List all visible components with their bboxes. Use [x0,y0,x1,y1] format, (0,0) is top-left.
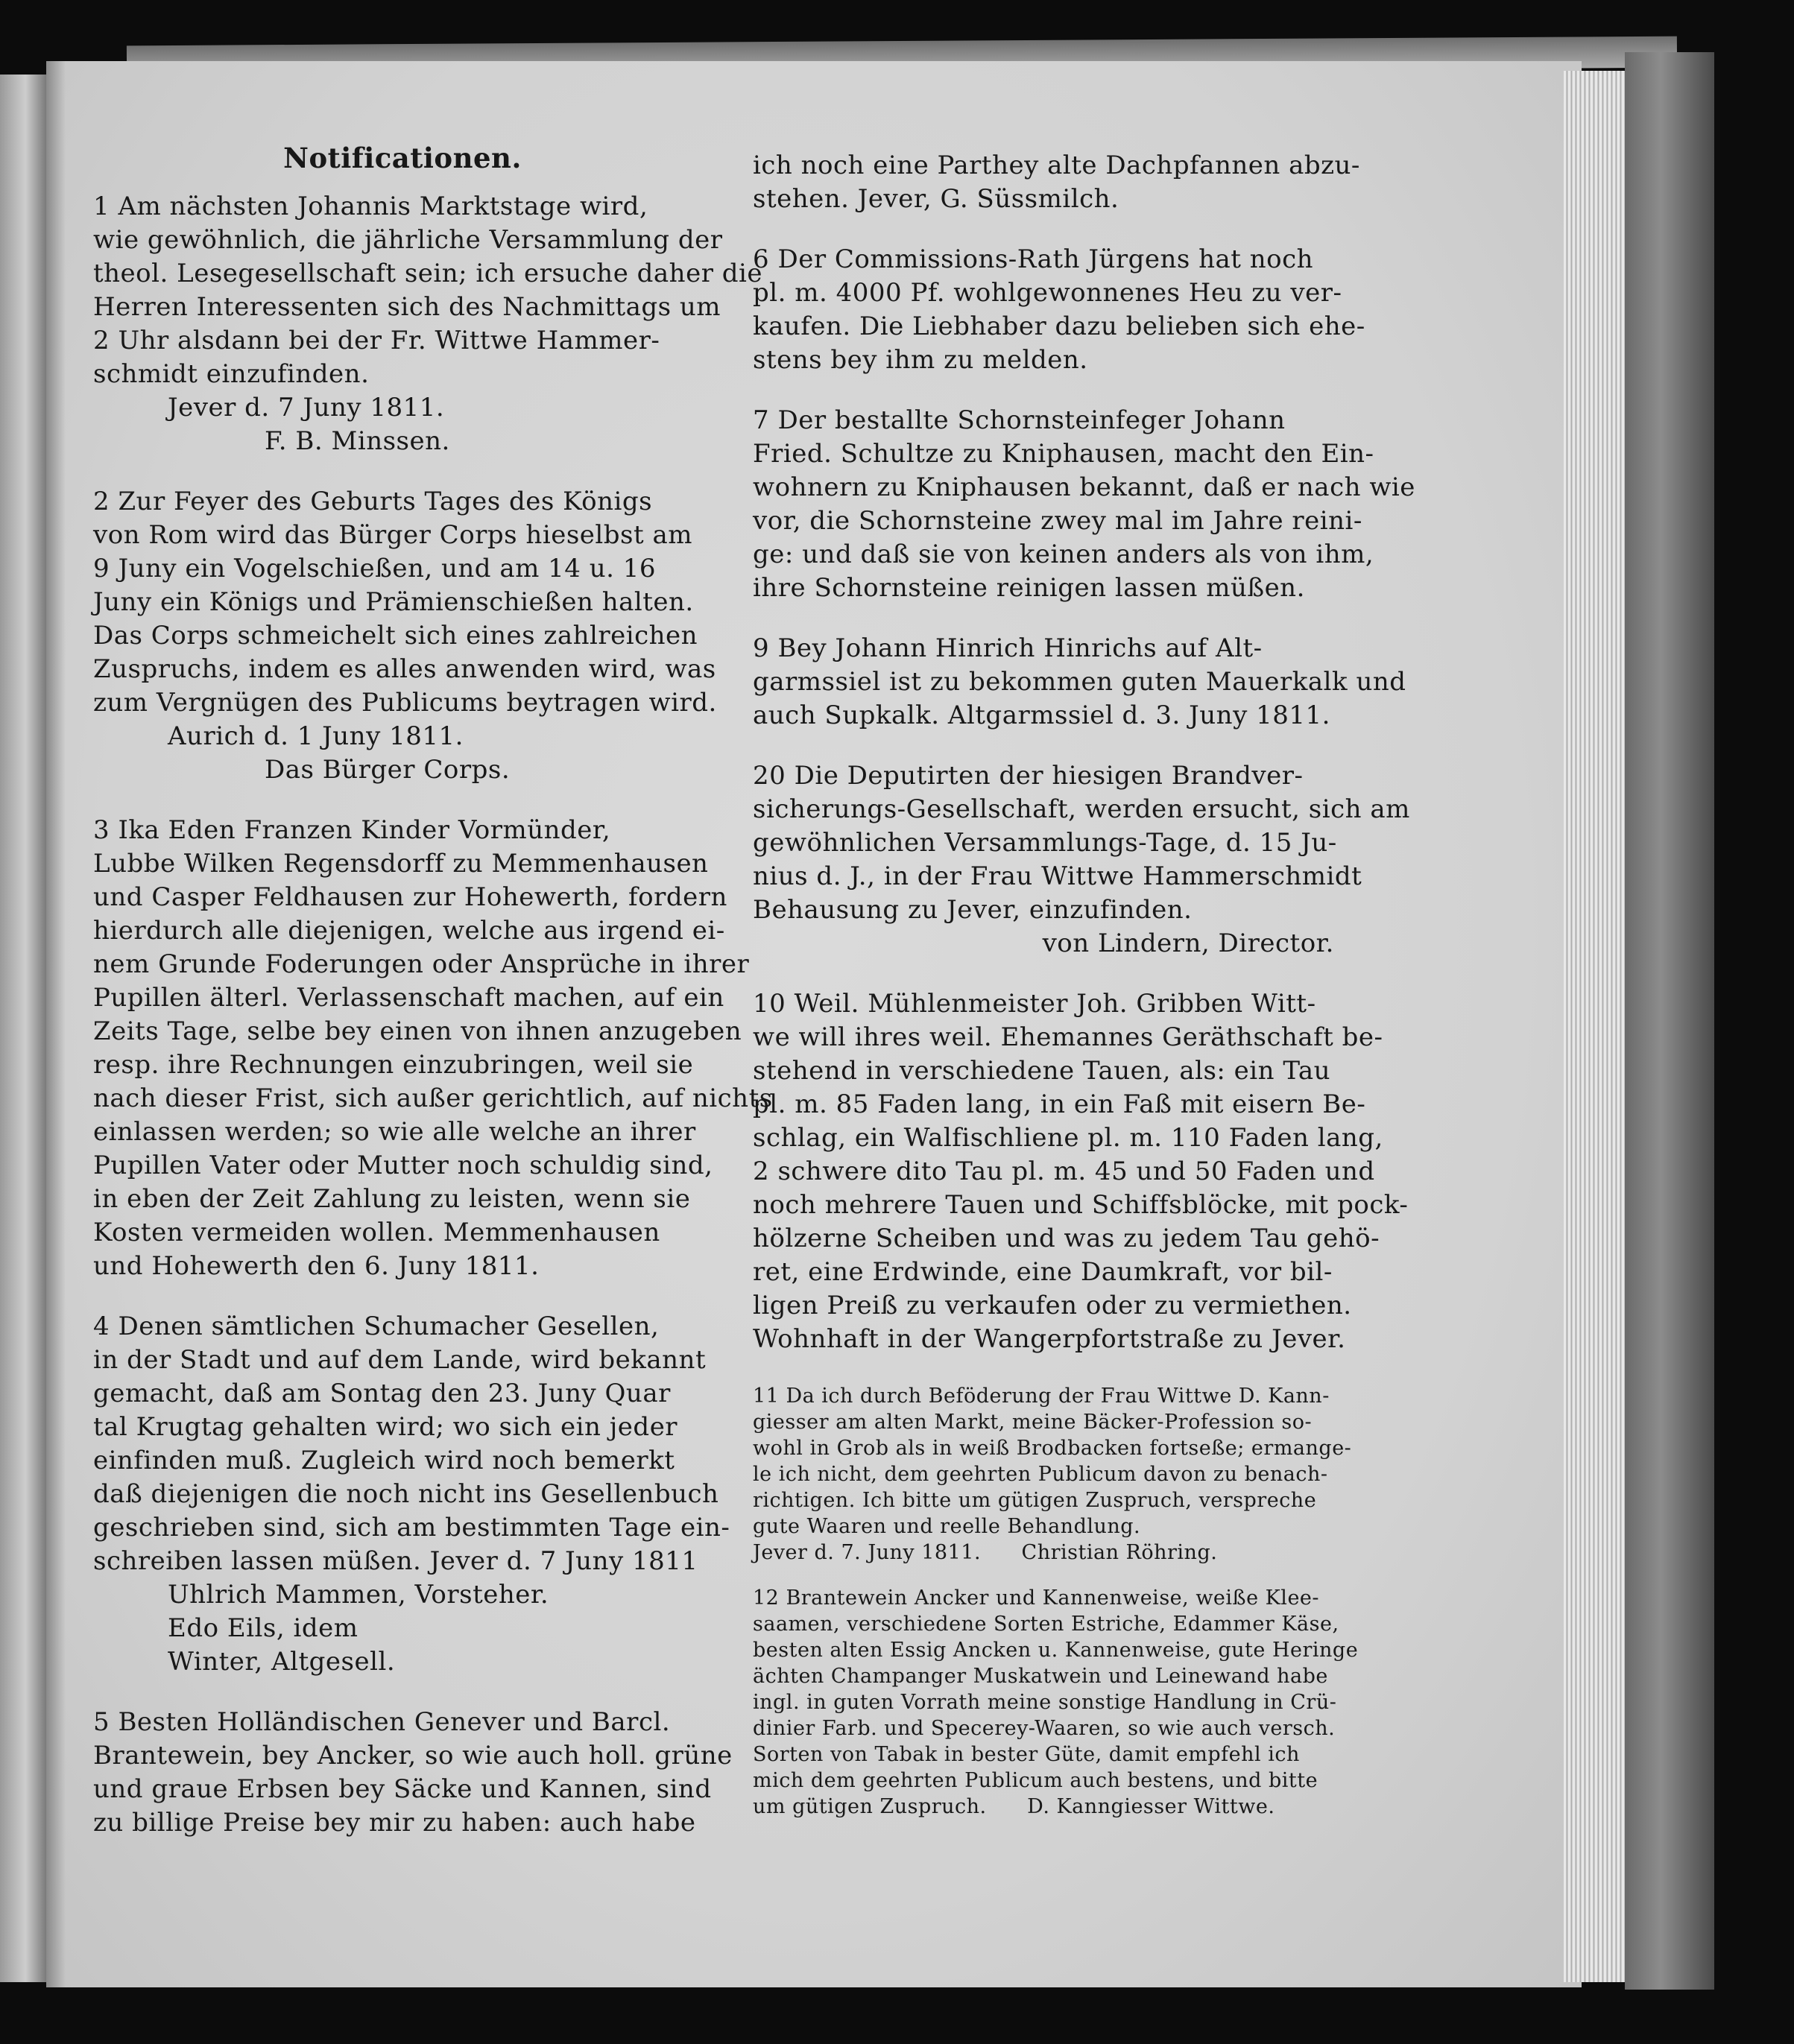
notice-line: nem Grunde Foderungen oder Ansprüche in ihrer [93,949,750,979]
notice-line: dinier Farb. und Specerey-Waaren, so wie auch versch. [753,1717,1336,1740]
notice-12 [753,1585,1371,1820]
notice-line: kaufen. Die Liebhaber dazu belieben sich ehe- [753,311,1365,341]
notice-2 [93,485,717,787]
notice-line: gute Waaren und reelle Behandlung. [753,1515,1141,1538]
notice-line: tal Krugtag gehalten wird; wo sich ein jeder [93,1412,678,1442]
notice-line: und Casper Feldhausen zur Hohewerth, fordern [93,882,727,912]
notice-4 [93,1310,730,1679]
notice-line: Zeits Tage, selbe bey einen von ihnen anzugeben [93,1016,742,1046]
notice-line: Fried. Schultze zu Kniphausen, macht den Ein- [753,439,1374,469]
notice-line: resp. ihre Rechnungen einzubringen, weil sie [93,1050,694,1080]
notice-line: Zuspruchs, indem es alles anwenden wird, was [93,654,716,684]
notice-line: ge: und daß sie von keinen anders als von ihm, [753,540,1374,569]
notice-signature: Uhlrich Mammen, Vorsteher. [168,1580,549,1610]
notice-line: auch Supkalk. Altgarmssiel d. 3. Juny 1811. [753,700,1330,730]
notice-line: nius d. J., in der Frau Wittwe Hammerschmidt [753,861,1362,891]
notice-line: 7 Der bestallte Schornsteinfeger Johann [753,405,1286,435]
notice-line: 11 Da ich durch Beföderung der Frau Wittwe D. Kann- [753,1385,1330,1408]
notice-line: wie gewöhnlich, die jährliche Versammlung der [93,225,723,255]
notice-line: in der Stadt und auf dem Lande, wird bekannt [93,1345,707,1375]
right-column [753,149,1415,1839]
notice-1 [93,190,763,458]
notice-5 [93,1706,733,1840]
page-heading: Notificationen. [283,142,522,174]
notice-line: 6 Der Commissions-Rath Jürgens hat noch [753,244,1314,274]
notice-line: schlag, ein Walfischliene pl. m. 110 Faden lang, [753,1123,1383,1153]
notice-line: le ich nicht, dem geehrten Publicum davon zu benach- [753,1463,1328,1486]
notice-line: Pupillen Vater oder Mutter noch schuldig sind, [93,1151,713,1180]
left-column [93,125,773,1867]
notice-line: 2 Zur Feyer des Geburts Tages des Königs [93,487,653,516]
notice-line: von Rom wird das Bürger Corps hieselbst am [93,520,692,550]
notice-line: einlassen werden; so wie alle welche an ihrer [93,1117,696,1147]
notice-line: 9 Bey Johann Hinrich Hinrichs auf Alt- [753,633,1263,663]
notice-9 [753,632,1406,733]
notice-line: gewöhnlichen Versammlungs-Tage, d. 15 Ju- [753,828,1337,858]
notice-line: Kosten vermeiden wollen. Memmenhausen [93,1218,660,1247]
notice-line: Lubbe Wilken Regensdorff zu Memmenhausen [93,849,709,879]
notice-line: 2 Uhr alsdann bei der Fr. Wittwe Hammer- [93,326,660,355]
notice-line: theol. Lesegesellschaft sein; ich ersuche daher die [93,259,763,288]
notice-line: wohnern zu Kniphausen bekannt, daß er nach wie [753,472,1415,502]
notice-10 [753,987,1409,1356]
notice-signature: von Lindern, Director. [1042,928,1334,958]
notice-line: um gütigen Zuspruch. D. Kanngiesser Wittwe. [753,1795,1275,1818]
notice-line: Behausung zu Jever, einzufinden. [753,895,1193,925]
notice-line: 2 schwere dito Tau pl. m. 45 und 50 Faden und [753,1157,1375,1186]
notice-11 [753,1383,1371,1566]
notice-line: 5 Besten Holländischen Genever und Barcl. [93,1707,671,1737]
notice-20 [753,759,1410,961]
notice-line: schmidt einzufinden. [93,359,370,389]
notice-line: gemacht, daß am Sontag den 23. Juny Quar [93,1379,671,1408]
notice-line: 1 Am nächsten Johannis Marktstage wird, [93,192,648,221]
notice-line: we will ihres weil. Ehemannes Geräthschaft be- [753,1022,1383,1052]
notice-line: 4 Denen sämtlichen Schumacher Gesellen, [93,1311,660,1341]
notice-signature: Jever d. 7. Juny 1811. Christian Röhring. [753,1541,1218,1564]
notice-line: und Hohewerth den 6. Juny 1811. [93,1251,540,1281]
notice-line: schreiben lassen müßen. Jever d. 7 Juny 1811 [93,1546,698,1576]
notice-line: ich noch eine Parthey alte Dachpfannen abzu- [753,151,1360,180]
notice-line: stens bey ihm zu melden. [753,345,1088,375]
notice-line: in eben der Zeit Zahlung zu leisten, wenn sie [93,1184,691,1214]
notice-3 [93,814,773,1283]
notice-line: und graue Erbsen bey Säcke und Kannen, sind [93,1774,712,1804]
notice-line: pl. m. 4000 Pf. wohlgewonnenes Heu zu ver- [753,278,1342,308]
notice-6 [753,243,1371,377]
notice-line: daß diejenigen die noch nicht ins Gesellenbuch [93,1479,719,1509]
book-cover-edge [1625,52,1714,1990]
notice-line: ingl. in guten Vorrath meine sonstige Handlung in Crü- [753,1691,1337,1714]
notice-line: zu billige Preise bey mir zu haben: auch habe [93,1808,696,1838]
notice-line: ihre Schornsteine reinigen lassen müßen. [753,573,1305,603]
notice-line: wohl in Grob als in weiß Brodbacken fortseße; ermange- [753,1437,1352,1460]
notice-line: zum Vergnügen des Publicums beytragen wird. [93,688,717,718]
notice-line: Juny ein Königs und Prämienschießen halten. [93,587,694,617]
notice-line: besten alten Essig Ancken u. Kannenweise, gute Heringe [753,1639,1359,1662]
notice-line: pl. m. 85 Faden lang, in ein Faß mit eisern Be- [753,1089,1366,1119]
notice-line: Brantewein, bey Ancker, so wie auch holl. grüne [93,1741,733,1771]
notice-5-continued [753,149,1371,216]
notice-line: Herren Interessenten sich des Nachmittags um [93,292,721,322]
notice-line: sicherungs-Gesellschaft, werden ersucht, sich am [753,794,1410,824]
page-gutter-shadow [46,61,66,1987]
notice-line: geschrieben sind, sich am bestimmten Tage ein- [93,1513,730,1543]
notice-line: noch mehrere Tauen und Schiffsblöcke, mit pock- [753,1190,1409,1220]
page-fore-edge [1564,71,1625,1982]
notice-line: hölzerne Scheiben und was zu jedem Tau gehö- [753,1224,1380,1253]
notice-line: stehend in verschiedene Tauen, als: ein Tau [753,1056,1331,1086]
notice-signature: Das Bürger Corps. [265,755,511,785]
notice-signature: F. B. Minssen. [265,426,450,456]
notice-line: nach dieser Frist, sich außer gerichtlich, auf nichts [93,1083,773,1113]
notice-line: ret, eine Erdwinde, eine Daumkraft, vor bil- [753,1257,1333,1287]
notice-line: 3 Ika Eden Franzen Kinder Vormünder, [93,815,611,845]
notice-line: ächten Champanger Muskatwein und Leinewand habe [753,1665,1328,1688]
notice-line: Wohnhaft in der Wangerpfortstraße zu Jever. [753,1324,1346,1354]
notice-line: Pupillen älterl. Verlassenschaft machen, auf ein [93,983,724,1013]
notice-line: saamen, verschiedene Sorten Estriche, Edammer Käse, [753,1613,1339,1636]
notice-line: garmssiel ist zu bekommen guten Mauerkalk und [753,667,1406,697]
notice-place-date: Aurich d. 1 Juny 1811. [168,721,464,751]
notice-signature: Winter, Altgesell. [168,1647,396,1677]
notice-7 [753,404,1415,605]
notice-line: stehen. Jever, G. Süssmilch. [753,184,1119,214]
notice-line: 10 Weil. Mühlenmeister Joh. Gribben Witt- [753,989,1316,1019]
notice-line: vor, die Schornsteine zwey mal im Jahre reini- [753,506,1362,536]
notice-line: richtigen. Ich bitte um gütigen Zuspruch, verspreche [753,1489,1317,1512]
notice-line: Das Corps schmeichelt sich eines zahlreichen [93,621,698,651]
notice-line: 9 Juny ein Vogelschießen, und am 14 u. 16 [93,554,657,583]
notice-line: giesser am alten Markt, meine Bäcker-Profession so- [753,1411,1313,1434]
notice-line: hierdurch alle diejenigen, welche aus irgend ei- [93,916,725,946]
notice-line: einfinden muß. Zugleich wird noch bemerkt [93,1446,675,1475]
notice-line: Sorten von Tabak in bester Güte, damit empfehl ich [753,1743,1300,1766]
facing-page-edge [0,75,46,1982]
notice-line: 12 Brantewein Ancker und Kannenweise, weiße Klee- [753,1586,1320,1610]
notice-place-date: Jever d. 7 Juny 1811. [168,393,445,423]
notice-line: ligen Preiß zu verkaufen oder zu vermiethen. [753,1291,1352,1320]
notice-line: mich dem geehrten Publicum auch bestens, und bitte [753,1769,1318,1792]
notice-line: 20 Die Deputirten der hiesigen Brandver- [753,761,1304,791]
notice-signature: Edo Eils, idem [168,1613,359,1643]
